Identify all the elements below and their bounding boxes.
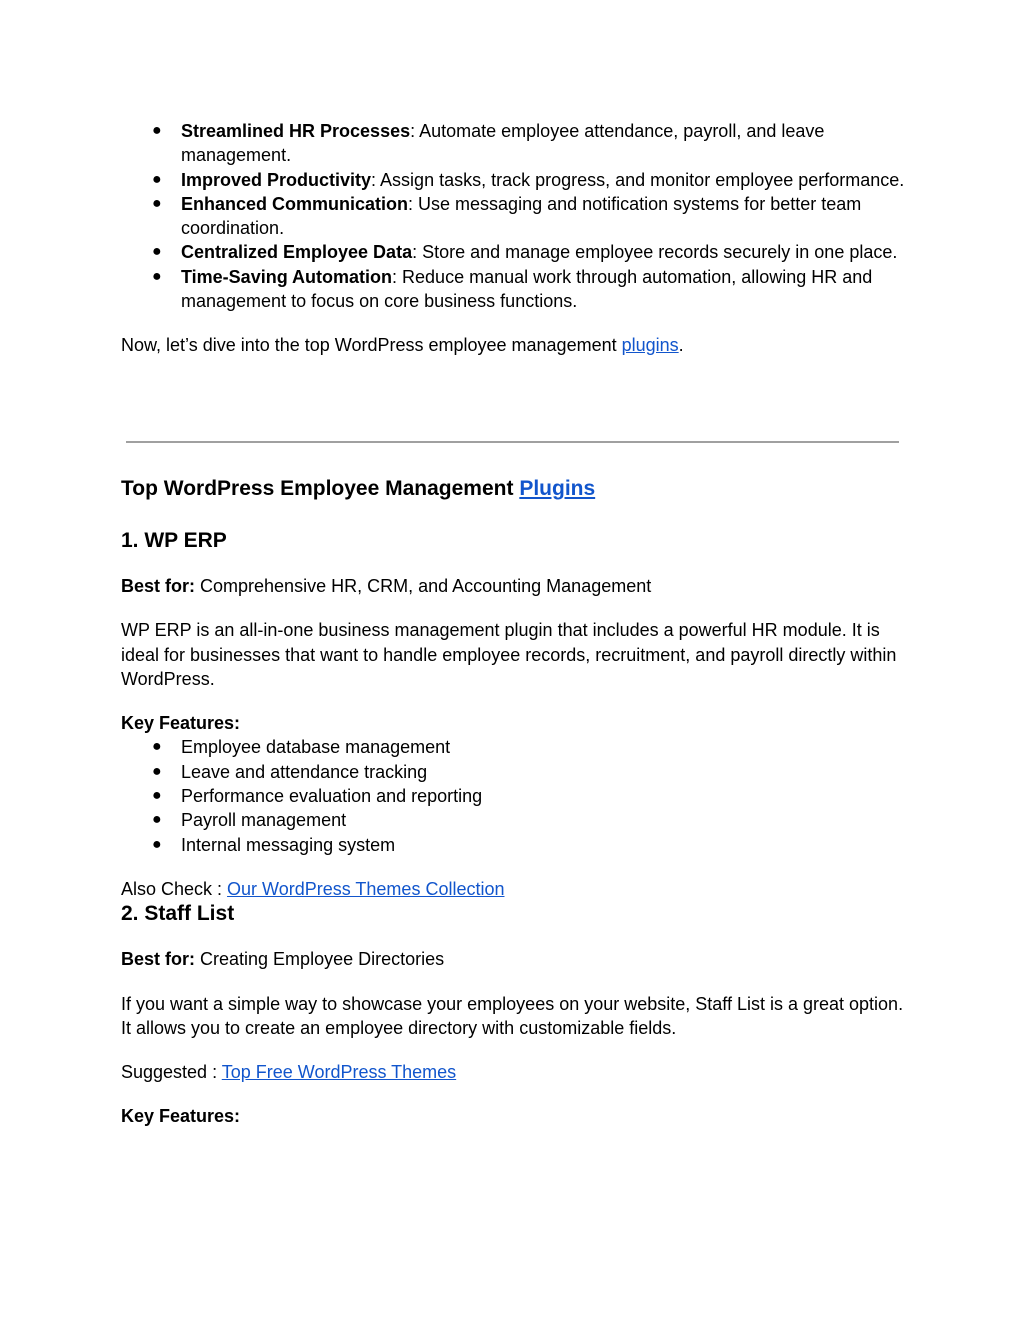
also-check-line bbox=[121, 877, 911, 901]
list-item bbox=[121, 192, 911, 241]
bullet-icon: ● bbox=[152, 835, 162, 853]
section-plugins-link[interactable]: Plugins bbox=[519, 477, 596, 500]
key-features-label: Key Features: bbox=[121, 713, 241, 734]
section-title-text: Top WordPress Employee Management bbox=[121, 477, 520, 500]
bullet-icon: ● bbox=[152, 787, 162, 805]
benefit-text: : Store and manage employee records securely in one place. bbox=[412, 242, 898, 263]
list-item bbox=[121, 760, 911, 784]
list-item bbox=[121, 784, 911, 808]
bullet-icon: ● bbox=[152, 194, 162, 212]
feature-text: Leave and attendance tracking bbox=[181, 761, 428, 782]
best-for-value: Creating Employee Directories bbox=[195, 949, 445, 970]
best-for-value: Comprehensive HR, CRM, and Accounting Management bbox=[195, 576, 652, 596]
list-item bbox=[121, 265, 911, 314]
benefit-text: : Reduce manual work through automation, allowing HR and management to focus on core business functions. bbox=[181, 266, 873, 312]
feature-text: Performance evaluation and reporting bbox=[181, 786, 483, 807]
plugin2-features-label bbox=[121, 1104, 911, 1128]
benefit-text: : Use messaging and notification systems for better team coordination. bbox=[181, 193, 862, 239]
benefit-title: Time-Saving Automation bbox=[181, 266, 393, 287]
best-for-label: Best for: bbox=[121, 949, 196, 970]
horizontal-divider bbox=[126, 441, 899, 443]
bullet-icon: ● bbox=[152, 738, 162, 756]
plugin2-best-for bbox=[121, 947, 911, 971]
themes-collection-link[interactable]: Our WordPress Themes Collection bbox=[227, 878, 505, 899]
plugin1-best-for bbox=[121, 574, 911, 598]
suggested-label: Suggested : bbox=[121, 1062, 222, 1083]
plugin1-features-label bbox=[121, 711, 911, 735]
list-item bbox=[121, 240, 911, 264]
bullet-icon: ● bbox=[152, 762, 162, 780]
bullet-icon: ● bbox=[152, 122, 162, 139]
bullet-icon: ● bbox=[152, 170, 162, 188]
plugin1-description: WP ERP is an all-in-one business management plugin that includes a powerful HR module. It is ideal for businesses that want to handle employee records, recruitment, and payroll directly within WordPress. bbox=[121, 620, 897, 689]
feature-text: Internal messaging system bbox=[181, 834, 396, 855]
bullet-icon: ● bbox=[152, 267, 162, 285]
plugin2-heading: 2. Staff List bbox=[121, 902, 235, 926]
plugin1-heading: 1. WP ERP bbox=[121, 529, 227, 552]
feature-text: Employee database management bbox=[181, 737, 451, 758]
benefit-title: Streamlined HR Processes bbox=[181, 121, 411, 141]
benefit-text: : Automate employee attendance, payroll, and leave management. bbox=[181, 121, 825, 166]
plugins-link[interactable]: plugins bbox=[621, 335, 679, 356]
plugin2-description: If you want a simple way to showcase your employees on your website, Staff List is a great option. It allows you to create an employee directory with customizable fields. bbox=[121, 993, 904, 1038]
list-item bbox=[121, 808, 911, 832]
feature-text: Payroll management bbox=[181, 810, 347, 831]
key-features-label: Key Features: bbox=[121, 1106, 241, 1127]
intro-end: . bbox=[678, 335, 684, 356]
benefits-list bbox=[121, 119, 911, 313]
section-title bbox=[121, 476, 595, 502]
intro-text: Now, let’s dive into the top WordPress employee management bbox=[121, 335, 622, 356]
benefit-title: Improved Productivity bbox=[181, 169, 372, 190]
list-item bbox=[121, 168, 911, 192]
benefit-title: Enhanced Communication bbox=[181, 193, 409, 214]
intro-paragraph bbox=[121, 333, 911, 357]
benefit-text: : Assign tasks, track progress, and monitor employee performance. bbox=[371, 169, 905, 190]
list-item bbox=[121, 735, 911, 759]
suggested-line bbox=[121, 1060, 911, 1084]
best-for-label: Best for: bbox=[121, 576, 196, 596]
benefit-title: Centralized Employee Data bbox=[181, 242, 413, 263]
free-themes-link[interactable]: Top Free WordPress Themes bbox=[221, 1062, 457, 1083]
benefits-block bbox=[121, 119, 911, 358]
list-item bbox=[121, 833, 911, 857]
plugin1-features-list bbox=[121, 735, 911, 856]
bullet-icon: ● bbox=[152, 811, 162, 829]
also-check-label: Also Check : bbox=[121, 878, 228, 899]
plugins-content bbox=[121, 528, 911, 1129]
bullet-icon: ● bbox=[152, 243, 162, 261]
list-item bbox=[121, 119, 911, 168]
